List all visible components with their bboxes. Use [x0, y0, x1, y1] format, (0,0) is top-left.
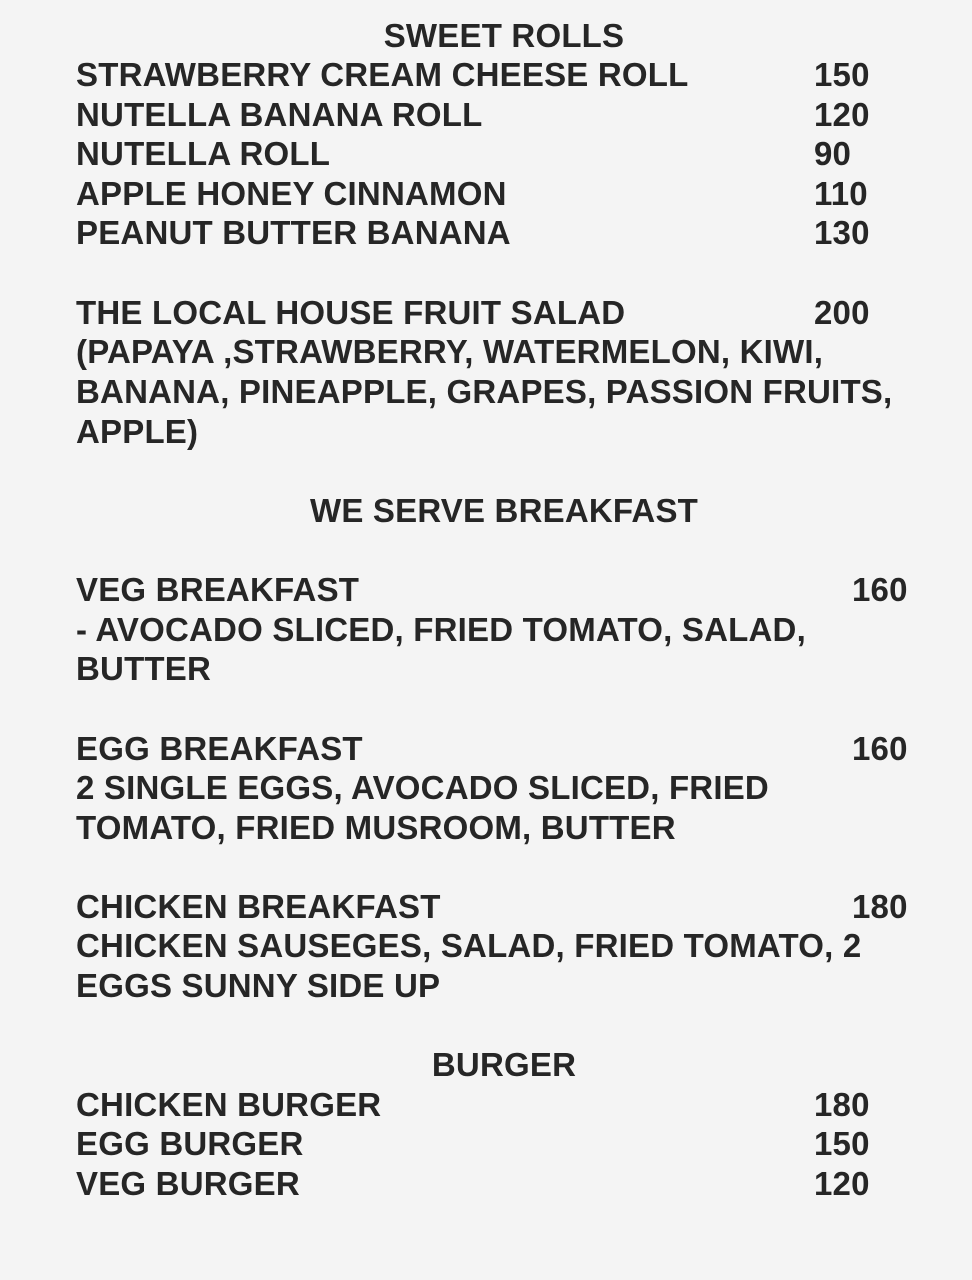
menu-item-name: VEG BREAKFAST	[76, 571, 360, 608]
menu-item-price: 180	[852, 888, 908, 925]
section-heading-breakfast: WE SERVE BREAKFAST	[309, 492, 699, 529]
menu-item-price: 120	[814, 96, 870, 133]
menu-item-price: 150	[814, 1125, 870, 1162]
menu-item-description-line: BUTTER	[76, 650, 212, 687]
fruit-salad-description-line: (PAPAYA ,STRAWBERRY, WATERMELON, KIWI,	[76, 333, 824, 370]
menu-item-name: PEANUT BUTTER BANANA	[76, 214, 511, 251]
menu-item-name: EGG BURGER	[76, 1125, 304, 1162]
fruit-salad-description-line: BANANA, PINEAPPLE, GRAPES, PASSION FRUITS,	[76, 373, 893, 410]
menu-item-name: VEG BURGER	[76, 1165, 300, 1202]
menu-item-description-line: CHICKEN SAUSEGES, SALAD, FRIED TOMATO, 2	[76, 927, 862, 964]
menu-item-description-line: EGGS SUNNY SIDE UP	[76, 967, 441, 1004]
menu-item-price: 160	[852, 730, 908, 767]
menu-item-name: CHICKEN BURGER	[76, 1086, 382, 1123]
menu-item-price: 90	[814, 135, 852, 172]
menu-item-price: 120	[814, 1165, 870, 1202]
menu-item-description-line: TOMATO, FRIED MUSROOM, BUTTER	[76, 809, 676, 846]
menu-item-name: EGG BREAKFAST	[76, 730, 363, 767]
menu-item-price: 110	[814, 175, 868, 212]
fruit-salad-description-line: APPLE)	[76, 413, 199, 450]
menu-item-price: 130	[814, 214, 870, 251]
fruit-salad-price: 200	[814, 294, 870, 331]
menu-item-name: STRAWBERRY CREAM CHEESE ROLL	[76, 56, 689, 93]
menu-item-name: CHICKEN BREAKFAST	[76, 888, 441, 925]
menu-item-name: APPLE HONEY CINNAMON	[76, 175, 507, 212]
menu-item-name: NUTELLA ROLL	[76, 135, 331, 172]
section-heading-burger: BURGER	[431, 1046, 577, 1083]
fruit-salad-name: THE LOCAL HOUSE FRUIT SALAD	[76, 294, 626, 331]
menu-item-price: 160	[852, 571, 908, 608]
menu-item-description-line: - AVOCADO SLICED, FRIED TOMATO, SALAD,	[76, 611, 806, 648]
menu-item-price: 150	[814, 56, 870, 93]
menu-item-price: 180	[814, 1086, 870, 1123]
section-heading-sweet-rolls: SWEET ROLLS	[383, 17, 625, 54]
menu-item-name: NUTELLA BANANA ROLL	[76, 96, 483, 133]
menu-item-description-line: 2 SINGLE EGGS, AVOCADO SLICED, FRIED	[76, 769, 769, 806]
